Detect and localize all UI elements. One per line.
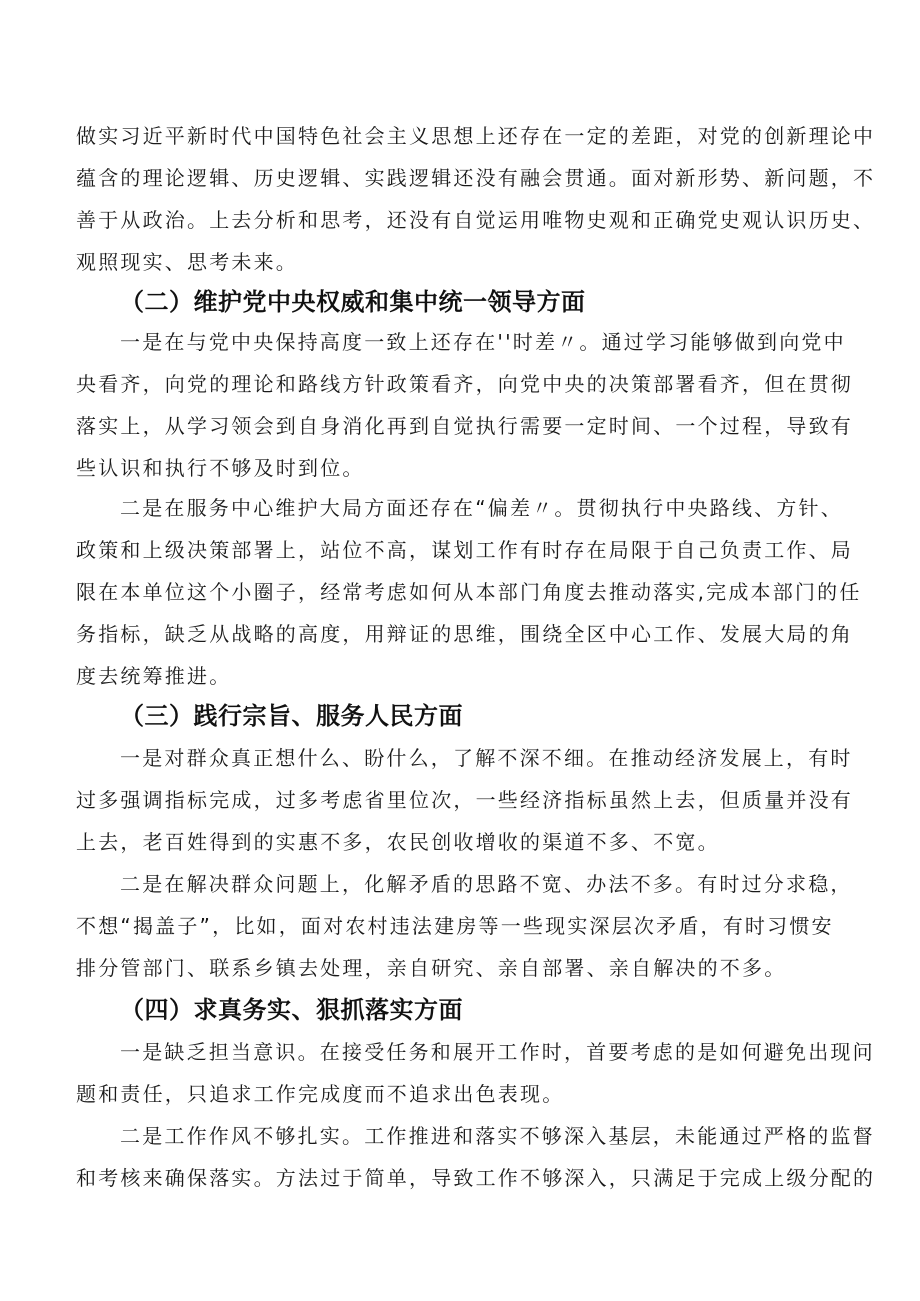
text-line: 二是工作作风不够扎实。工作推进和落实不够深入基层，未能通过严格的监督 (120, 1124, 875, 1148)
text-line: 一是对群众真正想什么、盼什么，了解不深不细。在推动经济发展上，有时 (120, 746, 853, 770)
section-heading-3: （三）践行宗旨、服务人民方面 (120, 702, 463, 730)
text-line: 务指标，缺乏从战略的高度，用辩证的思维，围绕全区中心工作、发展大局的角 (76, 622, 853, 646)
text-line: 善于从政治。上去分析和思考，还没有自觉运用唯物史观和正确党史观认识历史、 (76, 208, 876, 232)
section-heading-2: （二）维护党中央权威和集中统一领导方面 (120, 288, 586, 316)
text-line: 和考核来确保落实。方法过于简单，导致工作不够深入，只满足于完成上级分配的 (76, 1166, 876, 1190)
text-line: 落实上，从学习领会到自身消化再到自觉执行需要一定时间、一个过程，导致有 (76, 414, 853, 438)
text-line: 一是在与党中央保持高度一致上还存在''时差〃。通过学习能够做到向党中 (120, 330, 846, 354)
text-line: 观照现实、思考未来。 (76, 250, 298, 274)
text-line: 题和责任，只追求工作完成度而不追求出色表现。 (76, 1082, 565, 1106)
section-heading-4: （四）求真务实、狠抓落实方面 (120, 996, 463, 1024)
text-line: 政策和上级决策部署上，站位不高，谋划工作有时存在局限于自己负责工作、局 (76, 538, 853, 562)
text-line: 不想“揭盖子”，比如，面对农村违法建房等一些现实深层次矛盾，有时习惯安 (76, 914, 834, 938)
text-line: 些认识和执行不够及时到位。 (76, 456, 365, 480)
text-line: 限在本单位这个小圈子，经常考虑如何从本部门角度去推动落实,完成本部门的任 (76, 580, 862, 604)
text-line: 排分管部门、联系乡镇去处理，亲自研究、亲自部署、亲自解决的不多。 (76, 956, 787, 980)
text-line: 上去，老百姓得到的实惠不多，农民创收增收的渠道不多、不宽。 (76, 830, 720, 854)
text-line: 二是在解决群众问题上，化解矛盾的思路不宽、办法不多。有时过分求稳， (120, 872, 853, 896)
text-line: 过多强调指标完成，过多考虑省里位次，一些经济指标虽然上去，但质量并没有 (76, 788, 853, 812)
text-line: 度去统筹推进。 (76, 664, 232, 688)
text-line: 央看齐，向党的理论和路线方针政策看齐，向党中央的决策部署看齐，但在贯彻 (76, 372, 853, 396)
text-line: 做实习近平新时代中国特色社会主义思想上还存在一定的差距，对党的创新理论中 (76, 124, 876, 148)
text-line: 二是在服务中心维护大局方面还存在“偏差〃。贯彻执行中央路线、方针、 (120, 496, 843, 520)
text-line: 一是缺乏担当意识。在接受任务和展开工作时，首要考虑的是如何避免出现问 (120, 1040, 875, 1064)
text-line: 蕴含的理论逻辑、历史逻辑、实践逻辑还没有融会贯通。面对新形势、新问题，不 (76, 166, 876, 190)
